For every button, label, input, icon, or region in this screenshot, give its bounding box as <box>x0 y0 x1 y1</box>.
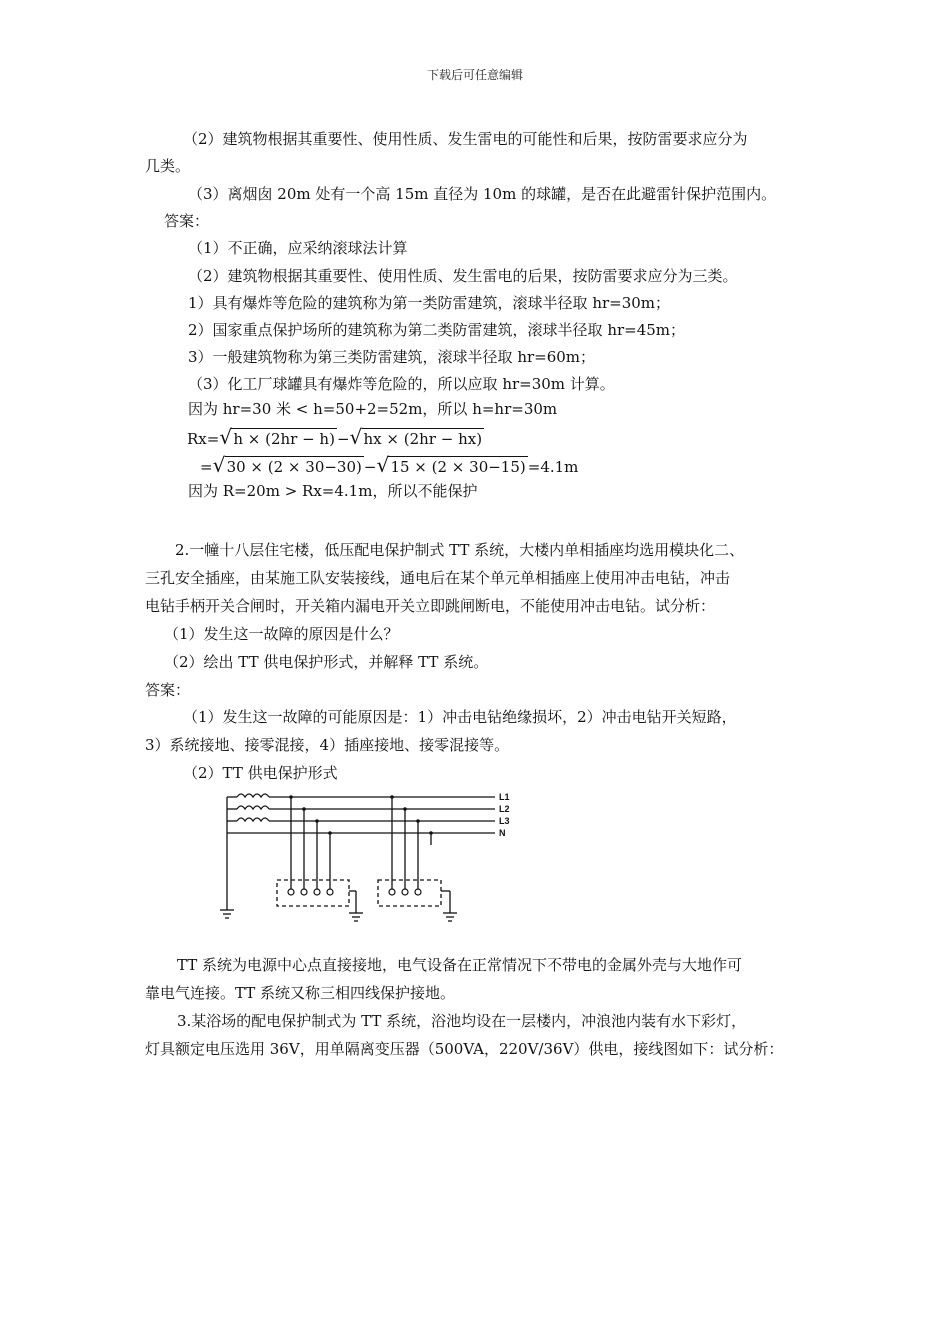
page-header: 下载后可任意编辑 <box>426 68 523 82</box>
formula-values <box>200 453 579 477</box>
problem-2-answer-1-line-1: （1）发生这一故障的可能原因是：1）冲击电钻绝缘损坏，2）冲击电钻开关短路， <box>183 708 737 726</box>
answer-label-2: 答案： <box>145 681 191 699</box>
problem-2-line-3: 电钻手柄开关合闸时，开关箱内漏电开关立即跳闸断电，不能使用冲击电钻。试分析： <box>145 597 716 615</box>
problem-3-line-1: 3.某浴场的配电保护制式为 TT 系统，浴池均设在一层楼内，冲浪池内装有水下彩灯， <box>177 1012 747 1030</box>
label-l1: L1 <box>499 792 510 802</box>
label-n: N <box>499 828 506 838</box>
label-l2: L2 <box>499 804 510 814</box>
radical-1: √ h × (2hr − h) <box>219 425 335 449</box>
minus-sign-2: − <box>363 458 377 476</box>
question-2-line-1: （2）建筑物根据其重要性、使用性质、发生雷电的可能性和后果，按防雷要求应分为 <box>183 130 748 148</box>
radical-2: √ hx × (2hr − hx) <box>349 425 483 449</box>
tt-explanation-line-1: TT 系统为电源中心点直接接地，电气设备在正常情况下不带电的金属外壳与大地作可 <box>177 956 743 974</box>
problem-3-line-2: 灯具额定电压选用 36V，用单隔离变压器（500VA，220V/36V）供电，接线图如下：试分析： <box>145 1040 784 1058</box>
question-2-line-2: 几类。 <box>145 157 191 175</box>
tt-explanation-line-2: 靠电气连接。TT 系统又称三相四线保护接地。 <box>145 984 456 1002</box>
equals-sign: = <box>200 458 213 476</box>
problem-2-answer-2: （2）TT 供电保护形式 <box>183 764 338 782</box>
rx-label: Rx= <box>187 430 220 448</box>
minus-sign: − <box>336 430 350 448</box>
problem-2-line-2: 三孔安全插座，由某施工队安装接线，通电后在某个单元单相插座上使用冲击电钻，冲击 <box>145 569 731 587</box>
radical-3: √ 30 × (2 × 30−30) <box>212 453 362 477</box>
because-line-2: 因为 R=20m > Rx=4.1m，所以不能保护 <box>188 482 478 500</box>
answer-3: （3）化工厂球罐具有爆炸等危险的，所以应取 hr=30m 计算。 <box>188 375 615 393</box>
problem-2-question-2: （2）绘出 TT 供电保护形式，并解释 TT 系统。 <box>164 653 489 671</box>
answer-2-item-3: 3）一般建筑物称为第三类防雷建筑，滚球半径取 hr=60m； <box>188 348 596 366</box>
problem-2-question-1: （1）发生这一故障的原因是什么？ <box>164 625 399 643</box>
answer-2-item-2: 2）国家重点保护场所的建筑称为第二类防雷建筑，滚球半径取 hr=45m； <box>188 321 686 339</box>
because-line-1: 因为 hr=30 米 < h=50+2=52m，所以 h=hr=30m <box>188 400 558 418</box>
answer-label-1: 答案： <box>164 212 210 230</box>
problem-2-answer-1-line-2: 3）系统接地、接零混接，4）插座接地、接零混接等。 <box>145 736 510 754</box>
formula-result: =4.1m <box>527 458 579 476</box>
answer-1: （1）不正确，应采纳滚球法计算 <box>188 239 408 257</box>
answer-2-item-1: 1）具有爆炸等危险的建筑称为第一类防雷建筑，滚球半径取 hr=30m； <box>188 294 671 312</box>
answer-2: （2）建筑物根据其重要性、使用性质、发生雷电的后果，按防雷要求应分为三类。 <box>188 267 738 285</box>
radical-4: √ 15 × (2 × 30−15) <box>376 453 526 477</box>
label-l3: L3 <box>499 816 510 826</box>
question-3: （3）离烟囱 20m 处有一个高 15m 直径为 10m 的球罐，是否在此避雷针保护范围内。 <box>188 185 777 203</box>
tt-system-diagram <box>215 785 525 925</box>
problem-2-line-1: 2.一幢十八层住宅楼，低压配电保护制式 TT 系统，大楼内单相插座均选用模块化二、 <box>175 541 745 559</box>
formula-rx <box>187 425 484 449</box>
